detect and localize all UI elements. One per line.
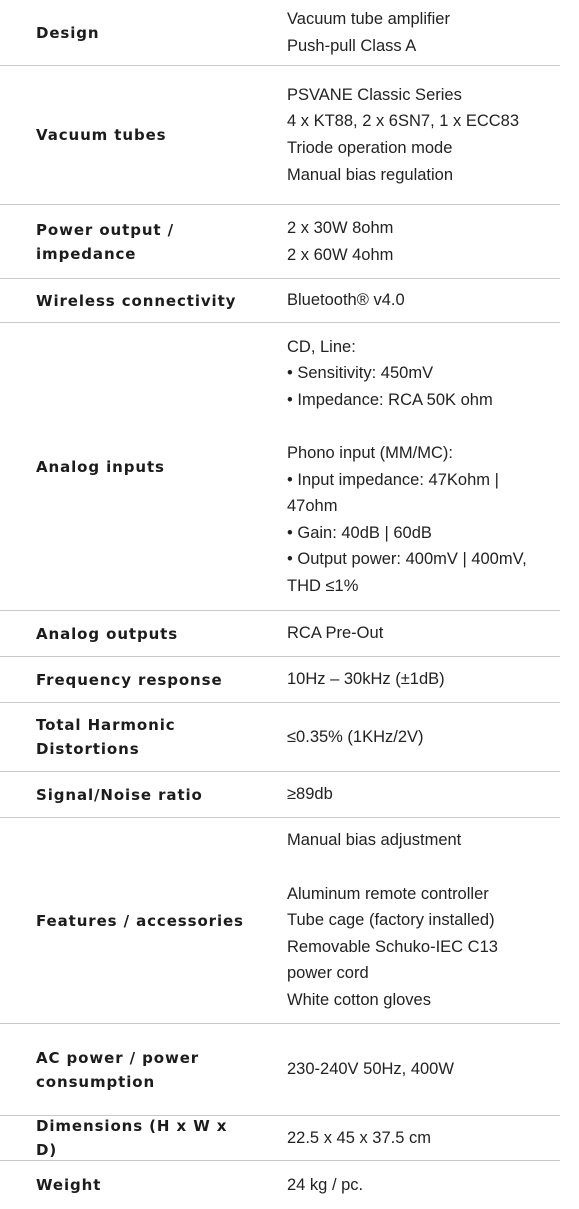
spec-value-line: Bluetooth® v4.0 — [287, 291, 405, 310]
spec-value-line: 4 x KT88, 2 x 6SN7, 1 x ECC83 — [287, 112, 520, 131]
spec-label-line: Distortions — [36, 740, 140, 758]
spec-value-line: Triode operation mode — [287, 139, 453, 157]
spec-row — [0, 66, 560, 205]
spec-row — [0, 0, 560, 66]
spec-value-line: Manual bias regulation — [287, 165, 454, 184]
spec-value — [252, 1125, 560, 1152]
spec-value-line: • Gain: 40dB | 60dB — [287, 523, 432, 542]
spec-label: Wireless connectivity — [36, 291, 237, 310]
spec-value-line: • Impedance: RCA 50K ohm — [287, 390, 493, 409]
spec-value — [252, 724, 560, 751]
spec-value — [252, 334, 560, 600]
spec-label: Analog outputs — [36, 624, 179, 643]
spec-value-line: RCA Pre-Out — [287, 624, 384, 643]
spec-value-line: Manual bias adjustment — [287, 831, 462, 850]
spec-value-line: White cotton gloves — [287, 990, 431, 1009]
spec-value-line: Aluminum remote controller — [287, 884, 489, 903]
spec-value-line: 230-240V 50Hz, 400W — [287, 1060, 454, 1079]
spec-value — [252, 82, 560, 188]
spec-row — [0, 1116, 560, 1161]
spec-row — [0, 818, 560, 1024]
spec-row — [0, 1024, 560, 1116]
spec-value-line: 24 kg / pc. — [287, 1175, 364, 1194]
spec-value — [252, 215, 560, 268]
spec-label-line: consumption — [36, 1072, 156, 1091]
spec-value-line: 47ohm — [287, 497, 338, 516]
spec-value — [252, 287, 560, 314]
spec-value-spacer — [287, 854, 560, 881]
spec-value-line: PSVANE Classic Series — [287, 85, 462, 104]
spec-value — [252, 620, 560, 647]
spec-value-line: power cord — [287, 964, 369, 983]
spec-row — [0, 611, 560, 657]
spec-value-line: 2 x 30W 8ohm — [287, 218, 394, 237]
spec-label-line: AC power / power — [36, 1048, 200, 1067]
spec-label: Weight — [36, 1176, 102, 1194]
spec-label: Features / accessories — [36, 911, 244, 930]
spec-label — [0, 1046, 252, 1094]
spec-value-line: ≤0.35% (1KHz/2V) — [287, 727, 424, 746]
spec-value — [252, 1056, 560, 1083]
spec-label: Signal/Noise ratio — [36, 785, 203, 804]
spec-value-line: THD ≤1% — [287, 576, 359, 595]
spec-value-line: 22.5 x 45 x 37.5 cm — [287, 1128, 431, 1147]
spec-value-line: Phono input (MM/MC): — [287, 443, 453, 462]
spec-value — [252, 1172, 560, 1199]
spec-row — [0, 205, 560, 279]
spec-row — [0, 279, 560, 323]
spec-value-line: 10Hz – 30kHz (±1dB) — [287, 670, 445, 689]
spec-label: Design — [36, 23, 100, 42]
spec-value-line: • Input impedance: 47Kohm | — [287, 470, 499, 489]
spec-label-line: Total Harmonic — [36, 716, 176, 734]
spec-value — [252, 781, 560, 808]
spec-row — [0, 703, 560, 772]
spec-label — [0, 713, 252, 761]
spec-row — [0, 1161, 560, 1209]
spec-row — [0, 657, 560, 703]
spec-value-line: ≥89db — [287, 785, 333, 804]
spec-label — [0, 218, 252, 266]
spec-value-line: Push-pull Class A — [287, 36, 417, 55]
spec-value-line: Removable Schuko-IEC C13 — [287, 937, 498, 956]
spec-value — [252, 666, 560, 693]
spec-row — [0, 323, 560, 611]
spec-row — [0, 772, 560, 818]
spec-label: Vacuum tubes — [36, 126, 167, 144]
spec-value-line: CD, Line: — [287, 337, 356, 356]
spec-value-line: Vacuum tube amplifier — [287, 9, 450, 28]
spec-value-line: • Sensitivity: 450mV — [287, 364, 434, 383]
spec-label: Dimensions (H x W x D) — [36, 1117, 228, 1159]
spec-value-spacer — [287, 413, 560, 440]
spec-value — [252, 6, 560, 59]
spec-label-line: impedance — [36, 244, 137, 263]
spec-value-line: 2 x 60W 4ohm — [287, 245, 394, 264]
spec-label: Frequency response — [36, 670, 223, 689]
spec-value-line: Tube cage (factory installed) — [287, 911, 495, 930]
spec-label-line: Power output / — [36, 220, 174, 239]
spec-value-line: • Output power: 400mV | 400mV, — [287, 550, 527, 569]
spec-value — [252, 827, 560, 1013]
spec-label: Analog inputs — [36, 457, 165, 476]
